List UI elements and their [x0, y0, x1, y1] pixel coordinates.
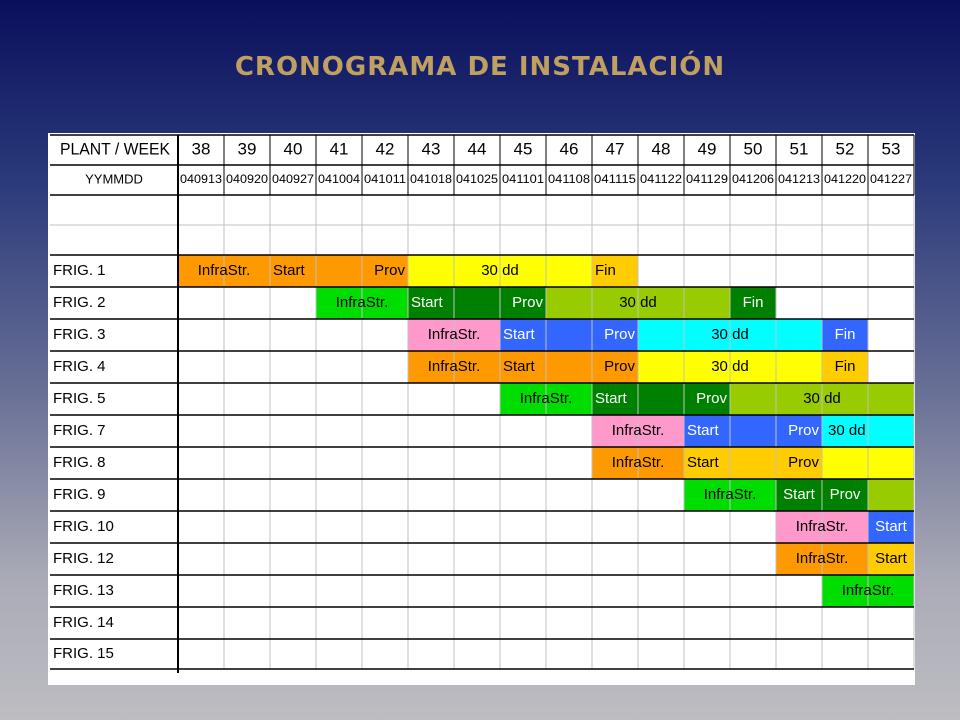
bar-label: InfraStr. — [841, 581, 895, 599]
week-date: 041206 — [732, 172, 775, 187]
schedule-table — [48, 133, 915, 685]
week-number: 44 — [467, 139, 487, 159]
bar-label: Fin — [742, 293, 764, 311]
bar-label: 30 dd — [619, 293, 657, 311]
week-date: 041025 — [456, 172, 499, 187]
week-date: 041018 — [410, 172, 453, 187]
row-label: FRIG. 12 — [53, 549, 114, 567]
week-date: 041220 — [824, 172, 867, 187]
bar-label: Start — [687, 453, 719, 471]
bar-label: Prov — [374, 261, 405, 279]
gantt-bar — [868, 479, 914, 511]
bar-label: Prov — [788, 453, 819, 471]
week-number: 45 — [513, 139, 533, 159]
bar-label: InfraStr. — [703, 485, 757, 503]
bar-label: Prov — [829, 485, 861, 503]
week-date: 041011 — [364, 172, 407, 187]
week-number: 40 — [283, 139, 303, 159]
bar-label: Start — [687, 421, 719, 439]
week-date: 041213 — [778, 172, 821, 187]
bar-label: Prov — [788, 421, 819, 439]
bar-label: Start — [875, 549, 907, 567]
date-label: YYMMDD — [85, 171, 143, 187]
week-number: 49 — [697, 139, 717, 159]
schedule-grid — [48, 133, 915, 685]
bar-label: 30 dd — [828, 421, 866, 439]
bar-label: Prov — [604, 325, 635, 343]
bar-label: Start — [595, 389, 627, 407]
bar-label: Start — [875, 517, 907, 535]
bar-label: Fin — [834, 325, 856, 343]
bar-label: Prov — [604, 357, 635, 375]
week-number: 39 — [237, 139, 257, 159]
bar-label: Start — [411, 293, 443, 311]
week-number: 50 — [743, 139, 763, 159]
week-number: 42 — [375, 139, 395, 159]
bar-label: 30 dd — [711, 357, 749, 375]
row-label: FRIG. 7 — [53, 421, 106, 439]
week-date: 040920 — [226, 172, 269, 187]
week-date: 040913 — [180, 172, 223, 187]
bar-label: 30 dd — [711, 325, 749, 343]
week-date: 041115 — [594, 172, 637, 187]
bar-label: InfraStr. — [197, 261, 251, 279]
bar-label: InfraStr. — [427, 325, 481, 343]
week-number: 46 — [559, 139, 579, 159]
bar-label: InfraStr. — [427, 357, 481, 375]
bar-label: Start — [273, 261, 305, 279]
week-date: 041227 — [870, 172, 913, 187]
row-label: FRIG. 1 — [53, 261, 106, 279]
bar-label: Fin — [834, 357, 856, 375]
bar-label: InfraStr. — [335, 293, 389, 311]
row-label: FRIG. 9 — [53, 485, 106, 503]
bar-label: InfraStr. — [611, 453, 665, 471]
bar-label: Start — [503, 357, 535, 375]
row-label: FRIG. 15 — [53, 644, 114, 662]
week-number: 48 — [651, 139, 671, 159]
week-number: 43 — [421, 139, 441, 159]
week-number: 52 — [835, 139, 855, 159]
week-number: 41 — [329, 139, 349, 159]
header-label: PLANT / WEEK — [60, 139, 171, 159]
bar-label: 30 dd — [481, 261, 519, 279]
row-label: FRIG. 10 — [53, 517, 114, 535]
week-date: 040927 — [272, 172, 315, 187]
row-label: FRIG. 13 — [53, 581, 114, 599]
week-date: 041129 — [686, 172, 729, 187]
bar-label: 30 dd — [803, 389, 841, 407]
bar-label: InfraStr. — [795, 549, 849, 567]
week-number: 47 — [605, 139, 625, 159]
bar-label: InfraStr. — [795, 517, 849, 535]
bar-label: InfraStr. — [519, 389, 573, 407]
week-date: 041108 — [548, 172, 591, 187]
week-date: 041101 — [502, 172, 545, 187]
week-number: 51 — [789, 139, 809, 159]
row-label: FRIG. 14 — [53, 613, 114, 631]
bar-label: Start — [783, 485, 815, 503]
bar-label: Prov — [512, 293, 543, 311]
bar-label: Prov — [696, 389, 727, 407]
week-number: 53 — [881, 139, 901, 159]
page-title: CRONOGRAMA DE INSTALACIÓN — [234, 52, 726, 82]
bar-label: Fin — [595, 261, 616, 279]
week-date: 041004 — [318, 172, 361, 187]
week-number: 38 — [191, 139, 211, 159]
row-label: FRIG. 3 — [53, 325, 106, 343]
row-label: FRIG. 2 — [53, 293, 106, 311]
bar-label: InfraStr. — [611, 421, 665, 439]
bar-label: Start — [503, 325, 535, 343]
row-label: FRIG. 4 — [53, 357, 106, 375]
week-date: 041122 — [640, 172, 683, 187]
row-label: FRIG. 8 — [53, 453, 106, 471]
row-label: FRIG. 5 — [53, 389, 106, 407]
